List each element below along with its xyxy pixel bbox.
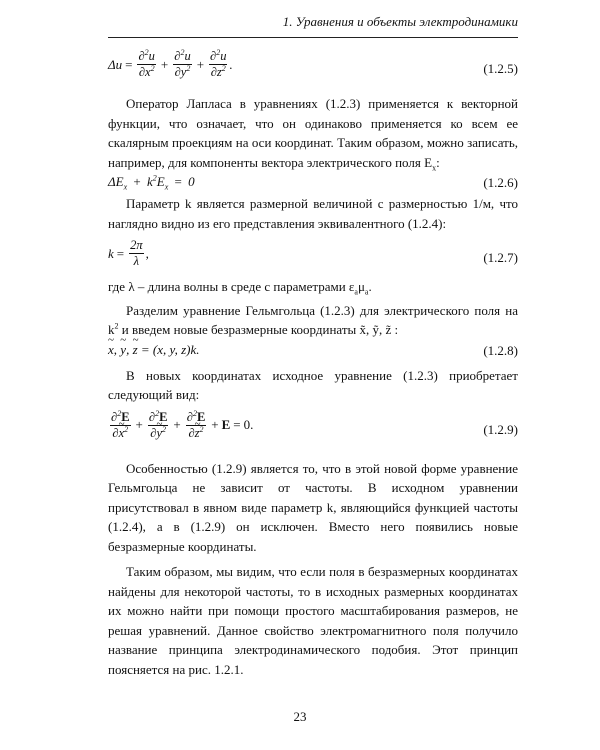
equation-1-2-8: ~ x, ~ y, ~ z = (x, y, z)k. (1.2.8): [108, 342, 518, 362]
paragraph-text: .: [368, 279, 372, 294]
paragraph-frequency-independence: Особенностью (1.2.9) является то, что в этой новой форме уравнение Гельмгольца не зависит от частоты. В исходном уравнении присутствовал в явном виде параметр k, являющийся функцией частоты (1.2.4), а в (1.2.9) он исключен. Вместо него появились новые безразмерные координаты.: [108, 460, 518, 554]
paragraph-parameter-k: Параметр k является размерной величиной с размерностью 1/м, что наглядно видно из его представления эквивалентного (1.2.4):: [108, 196, 518, 231]
page-content: [108, 44, 518, 679]
paragraph-text: μ: [357, 279, 365, 294]
paragraph-text: :: [436, 154, 440, 170]
equation-number: (1.2.8): [483, 342, 518, 358]
helmholtz-dimensionless-formula: $\frac{\partial^2E}{\partial\sim x^2}$ + $\frac{\partial^2E}{\partial\sim y^2}$ + $\frac{\partial^2E}{\partial\sim z^2}$ + E = 0.: [108, 411, 253, 440]
superscript: 2: [114, 321, 119, 331]
laplacian-formula: Δu = $\frac{\partial^2u}{\partial x^2}$ + $\frac{\partial^2u}{\partial y^2}$ + $\frac{\partial^2u}{\partial z^2}$ .: [108, 47, 233, 80]
paragraph-text: где λ – длина волны в среде с параметрами ε: [108, 279, 355, 294]
paragraph-text: Оператор Лапласа в уравнениях (1.2.3) применяется к векторной функции, что означает, что он одинаково применяется ко всем ее скалярным проекциям на оси координат. Таким образом, можно записать, например, для компоненты вектора электрического поля E: [108, 96, 518, 170]
paragraph-similarity-principle: Таким образом, мы видим, что если поля в безразмерных координатах найдены для некоторой частоты, то в исходных размерных координатах их можно найти при помощи простого масштабирования размеров, не решая уравнений. Данное свойство электромагнитного поля получило название принципа электродинамического подобия. Этот принцип поясняется на рис. 1.2.1.: [108, 564, 518, 677]
equation-number: (1.2.5): [483, 61, 518, 76]
equation-1-2-6: $\Delta E_x + k^2E_x = 0$ (1.2.6): [108, 173, 518, 192]
subscript: x: [432, 163, 437, 173]
paragraph-laplace: [108, 94, 518, 172]
wavenumber-formula: k = $\frac{2\pi}{\lambda}$ ,: [108, 238, 149, 269]
equation-number: (1.2.7): [483, 250, 518, 265]
running-title: 1. Уравнения и объекты электродинамики: [282, 14, 518, 29]
equation-number: (1.2.6): [483, 175, 518, 190]
subscript: a: [364, 287, 369, 297]
equation-1-2-9: [108, 409, 518, 453]
subscript: a: [354, 287, 358, 297]
equation-1-2-5: [108, 48, 518, 88]
paragraph-new-coordinates: В новых координатах исходное уравнение (1.2.3) приобретает следующий вид:: [108, 367, 518, 402]
paragraph-dimensionless: [108, 301, 518, 340]
equation-1-2-7: [108, 237, 518, 277]
header-rule: [108, 37, 518, 38]
paragraph-text: Разделим уравнение Гельмгольца (1.2.3) для электрического поля на k: [108, 302, 518, 337]
paragraph-wavelength: [108, 277, 518, 297]
equation-number: (1.2.9): [483, 421, 518, 437]
paragraph-text: и введем новые безразмерные координаты x̃, ỹ, z̃ :: [118, 322, 399, 337]
page-number: 23: [293, 709, 307, 724]
